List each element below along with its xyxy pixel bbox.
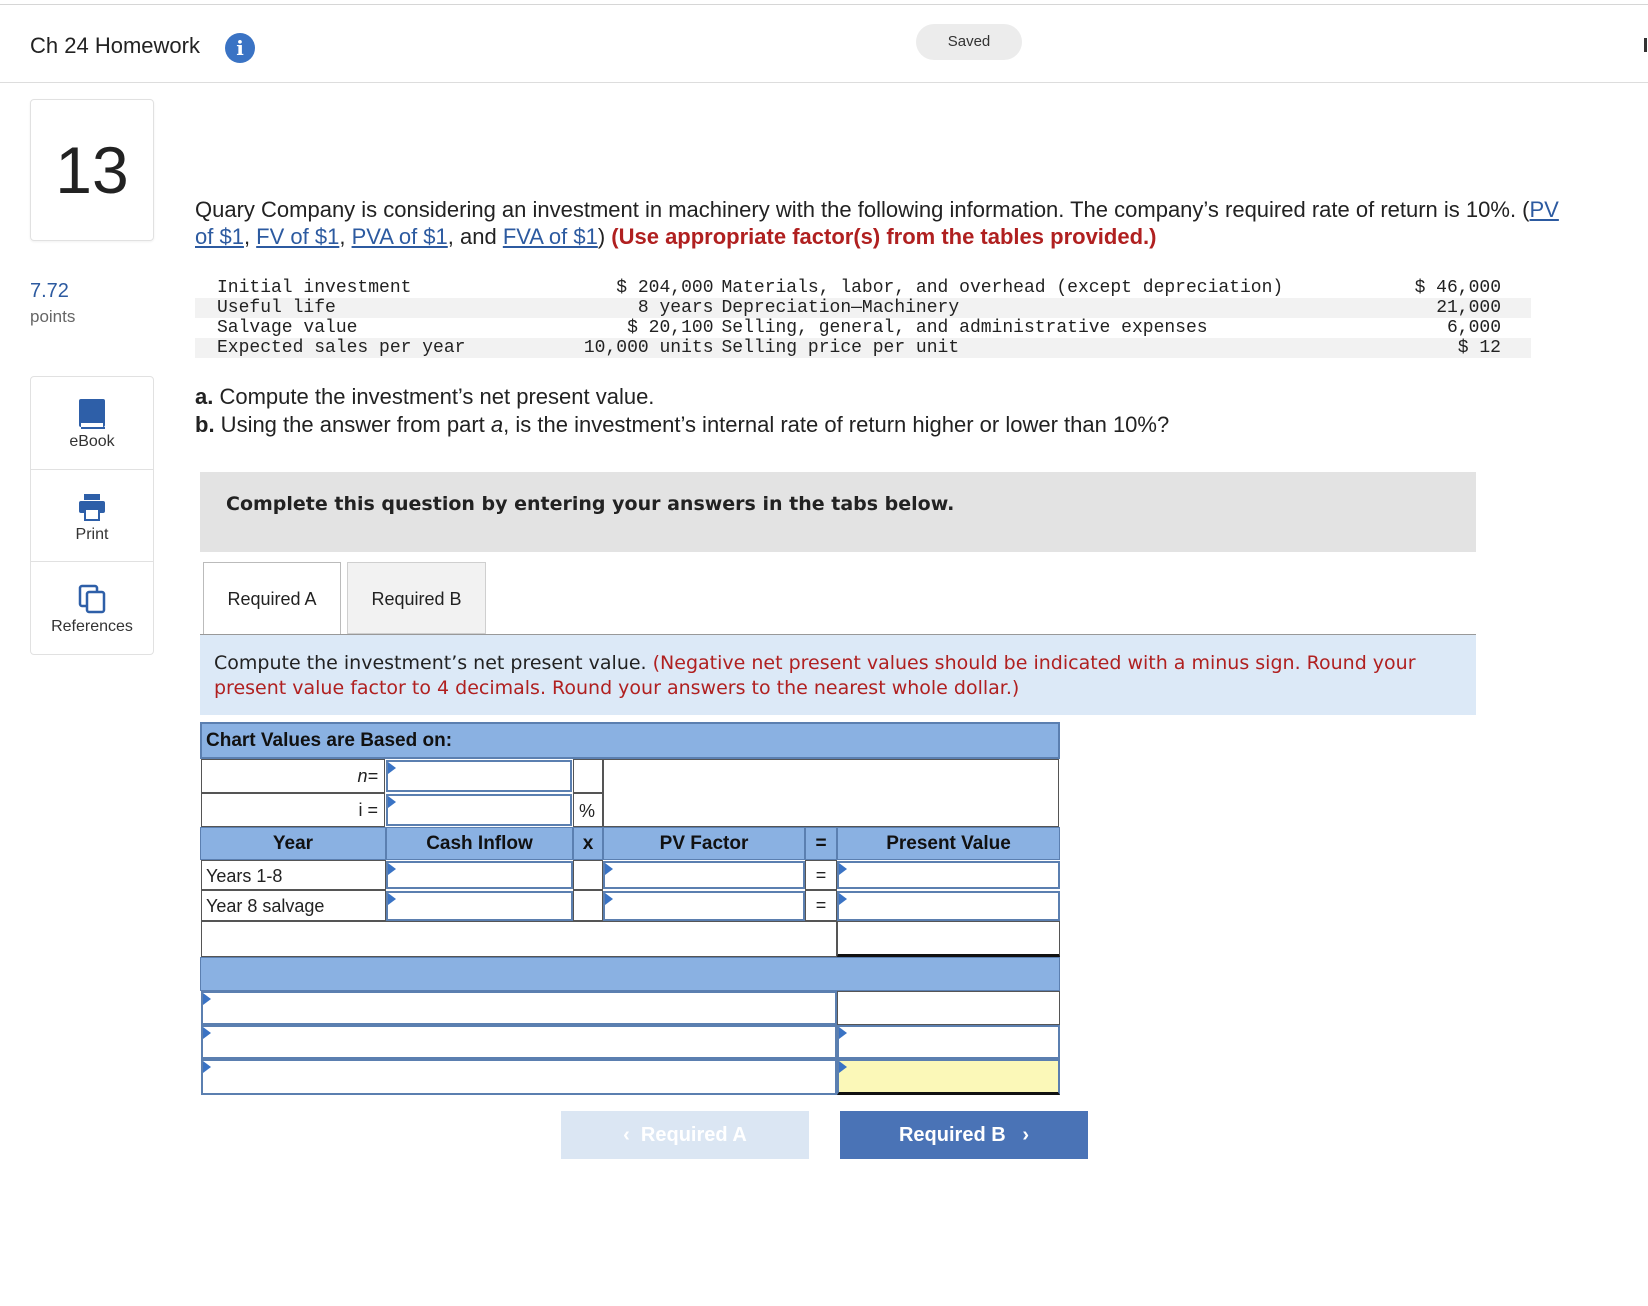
input-marker-icon [203, 1061, 211, 1073]
cash-inflow-input[interactable] [386, 891, 573, 921]
equals-cell [805, 860, 837, 890]
chevron-right-icon: › [1005, 1124, 1030, 1146]
intro-sep: , [339, 224, 352, 249]
question-number-box [30, 99, 154, 241]
book-icon [75, 397, 109, 431]
input-marker-icon [605, 893, 613, 905]
year-cell [201, 860, 386, 890]
present-value-input[interactable] [837, 861, 1060, 889]
table-row [195, 318, 1531, 338]
intro-sep: ) [597, 224, 612, 249]
side-tools-panel [30, 376, 154, 655]
next-button-label: Required B [898, 1124, 1006, 1146]
investment-info-table [195, 278, 1531, 358]
part-b-text: Using the answer from part [214, 412, 491, 437]
pv-of-1-link[interactable]: PV of $1 [195, 197, 1559, 249]
print-label: Print [75, 526, 109, 543]
info-icon[interactable]: i [225, 33, 255, 63]
input-marker-icon [203, 1027, 211, 1039]
intro-text: Quary Company is considering an investment in machinery with the following information. The company’s required rate of return is 10%. ( [195, 197, 1530, 222]
equals-sign: = [815, 895, 827, 915]
printer-icon [75, 490, 109, 524]
total-present-value-cell [837, 921, 1060, 957]
ebook-button[interactable] [31, 377, 153, 469]
year-cell [201, 890, 386, 921]
multiply-header: x [573, 827, 603, 860]
summary-value-input[interactable] [837, 1025, 1060, 1059]
references-button[interactable] [31, 561, 153, 654]
part-a-text: Compute the investment’s net present value. [213, 384, 655, 409]
info-value: 8 years [541, 298, 722, 318]
info-value: 21,000 [1365, 298, 1531, 318]
prompt-rounding-note: (Negative net present values should be indicated with a minus sign. Round your present value factor to 4 decimals. Round your answers to the nearest whole dollar.) [214, 652, 1416, 699]
info-label: Selling price per unit [722, 338, 1365, 358]
info-label: Useful life [195, 298, 541, 318]
prev-required-a-button[interactable] [561, 1111, 809, 1159]
i-label-cell [201, 793, 385, 827]
tab-required-b[interactable]: Required B [347, 562, 486, 634]
instructions-text: Complete this question by entering your answers in the tabs below. [226, 493, 955, 515]
n-input[interactable] [386, 760, 572, 792]
equals-header: = [805, 827, 837, 860]
intro-sep: , [243, 224, 257, 249]
year-label: Years 1-8 [206, 866, 283, 886]
pva-of-1-link[interactable]: PVA of $1 [351, 224, 448, 249]
tab-required-a[interactable]: Required A [203, 562, 341, 636]
pv-factor-input[interactable] [603, 861, 805, 889]
print-button[interactable] [31, 469, 153, 562]
input-marker-icon [605, 863, 613, 875]
prompt-text [214, 651, 1464, 701]
info-label: Initial investment [217, 278, 412, 298]
year-header: Year [200, 827, 386, 860]
saved-status-badge: Saved [916, 24, 1022, 60]
table-row [195, 278, 1531, 298]
multiply-cell [573, 860, 603, 890]
spacer-cell [201, 921, 837, 957]
fv-of-1-link[interactable]: FV of $1 [256, 224, 340, 249]
input-marker-icon [388, 863, 396, 875]
assignment-header [0, 5, 1648, 83]
part-b [195, 411, 1169, 439]
part-b-text: , is the investment’s internal rate of return higher or lower than 10%? [503, 412, 1170, 437]
info-value: $ 20,100 [627, 318, 714, 338]
copy-icon [75, 582, 109, 616]
fva-of-1-link[interactable]: FVA of $1 [502, 224, 598, 249]
info-value: 10,000 units [541, 338, 722, 358]
i-input[interactable] [386, 794, 572, 826]
prev-button-label: Required A [640, 1124, 747, 1146]
points-label: points [30, 307, 76, 326]
question-intro [195, 196, 1575, 250]
panel-edge-marker [1644, 38, 1647, 52]
input-marker-icon [839, 893, 847, 905]
part-a-label: a. [195, 384, 214, 409]
question-parts [195, 383, 1169, 439]
summary-value-cell [837, 991, 1060, 1025]
next-required-b-button[interactable] [840, 1111, 1088, 1159]
npv-label-input[interactable] [201, 1059, 837, 1095]
percent-sign: % [579, 801, 596, 821]
factor-instruction: (Use appropriate factor(s) from the tables provided.) [611, 224, 1157, 249]
cash-inflow-header: Cash Inflow [386, 827, 573, 860]
info-label: Materials, labor, and overhead (except depreciation) [721, 278, 1284, 298]
ebook-label: eBook [69, 433, 115, 450]
question-number: 13 [55, 133, 129, 207]
info-label: Depreciation—Machinery [722, 298, 1365, 318]
info-value: $ 12 [1365, 338, 1531, 358]
summary-label-input[interactable] [201, 991, 837, 1025]
intro-sep: , and [447, 224, 503, 249]
input-marker-icon [388, 893, 396, 905]
n-label: n= [357, 766, 378, 786]
section-separator [200, 957, 1060, 991]
net-present-value-input[interactable] [837, 1059, 1060, 1095]
npv-worksheet [200, 722, 1060, 1096]
input-marker-icon [203, 993, 211, 1005]
percent-cell [573, 793, 603, 827]
table-row [195, 338, 1531, 358]
info-value: $ 46,000 [1414, 278, 1501, 298]
info-label: Selling, general, and administrative expenses [721, 318, 1208, 338]
input-marker-icon [839, 1027, 847, 1039]
instructions-banner [200, 472, 1476, 552]
equals-cell [805, 890, 837, 921]
present-value-header: Present Value [837, 827, 1060, 860]
summary-label-input[interactable] [201, 1025, 837, 1059]
rate-spacer-cell [603, 759, 1059, 827]
input-marker-icon [388, 762, 396, 774]
input-marker-icon [388, 796, 396, 808]
part-a [195, 383, 1169, 411]
chevron-left-icon: ‹ [623, 1124, 641, 1146]
info-value: 6,000 [1446, 318, 1501, 338]
cash-inflow-input[interactable] [386, 861, 573, 889]
n-label-cell [201, 759, 385, 793]
part-b-italic: a [490, 412, 504, 437]
points-value: 7.72 [30, 280, 69, 302]
assignment-title: Ch 24 Homework [30, 33, 200, 58]
present-value-input[interactable] [837, 891, 1060, 921]
input-marker-icon [839, 1061, 847, 1073]
equals-sign: = [815, 865, 827, 885]
references-label: References [51, 618, 133, 635]
part-b-label: b. [195, 412, 215, 437]
info-label: Expected sales per year [195, 338, 541, 358]
table-row [195, 298, 1531, 318]
required-a-prompt [200, 635, 1476, 715]
i-label: i = [358, 800, 378, 820]
pv-factor-header: PV Factor [603, 827, 805, 860]
prompt-main: Compute the investment’s net present value. [214, 652, 653, 674]
info-label: Salvage value [217, 318, 358, 338]
worksheet-title: Chart Values are Based on: [200, 722, 1060, 759]
pv-factor-input[interactable] [603, 891, 805, 921]
info-value: $ 204,000 [616, 278, 714, 298]
input-marker-icon [839, 863, 847, 875]
n-unit-cell [573, 759, 603, 793]
year-label: Year 8 salvage [206, 896, 325, 916]
multiply-cell [573, 890, 603, 921]
